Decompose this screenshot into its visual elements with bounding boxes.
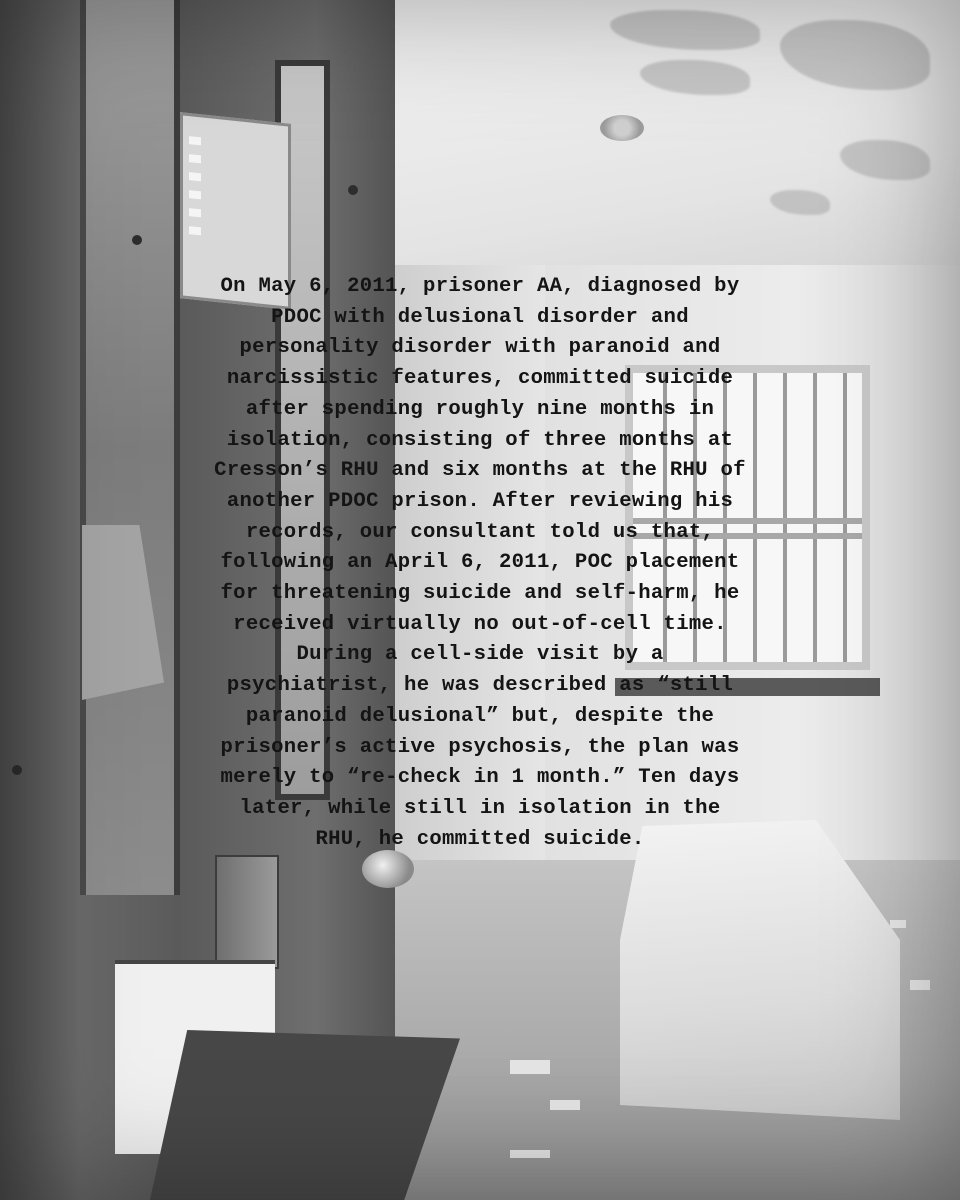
- caption-line: received virtually no out-of-cell time.: [233, 612, 727, 636]
- caption-text-block: [150, 272, 810, 855]
- caption-line: RHU, he committed suicide.: [315, 827, 645, 851]
- caption-line: merely to “re-check in 1 month.” Ten days: [220, 766, 740, 790]
- caption-line: for threatening suicide and self-harm, he: [220, 582, 740, 606]
- ceiling: [340, 0, 960, 265]
- caption-line: paranoid delusional” but, despite the: [245, 704, 715, 728]
- caption-line: PDOC with delusional disorder and: [271, 305, 689, 329]
- caption-line: later, while still in isolation in the: [239, 796, 721, 820]
- door-knob: [362, 850, 414, 888]
- caption-line: another PDOC prison. After reviewing his: [226, 489, 734, 513]
- smoke-detector: [600, 115, 644, 141]
- caption-line: personality disorder with paranoid and: [239, 336, 721, 360]
- caption-line: isolation, consisting of three months at: [226, 428, 734, 452]
- caption-line: records, our consultant told us that,: [245, 520, 715, 544]
- caption-line: During a cell-side visit by a: [296, 643, 664, 667]
- caption-line: prisoner’s active psychosis, the plan was: [220, 735, 740, 759]
- caption-line: after spending roughly nine months in: [245, 397, 715, 421]
- caption-line: narcissistic features, committed suicide: [226, 367, 734, 391]
- lock-box: [215, 855, 279, 969]
- caption-line: following an April 6, 2011, POC placement: [220, 551, 740, 575]
- caption-line: On May 6, 2011, prisoner AA, diagnosed by: [220, 275, 740, 298]
- caption-line: psychiatrist, he was described as “still: [226, 674, 734, 698]
- caption-line: Cresson’s RHU and six months at the RHU of: [214, 459, 746, 483]
